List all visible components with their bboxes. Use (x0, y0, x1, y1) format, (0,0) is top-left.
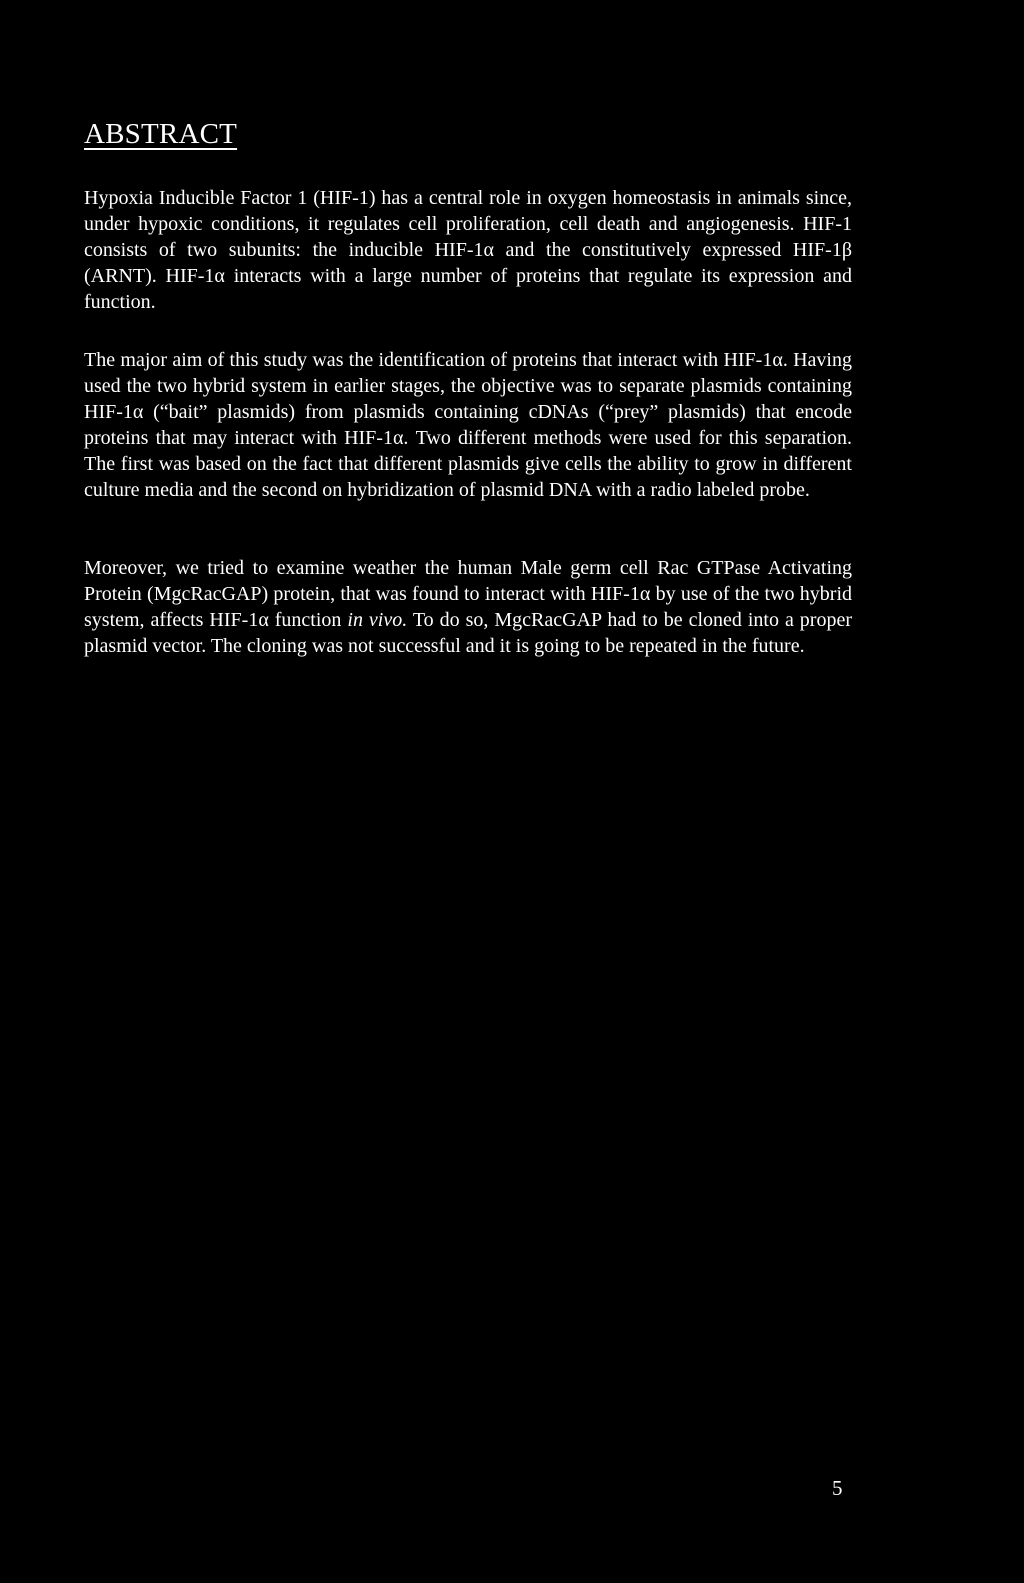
abstract-paragraph-2: The major aim of this study was the identification of proteins that interact with HIF-1α. Having used the two hybrid system in earlier stages, the objective was to separate plasmids containing HIF-1α (“bait” plasmids) from plasmids containing cDNAs (“prey” plasmids) that encode proteins that may interact with HIF-1α. Two different methods were used for this separation. The first was based on the fact that different plasmids give cells the ability to grow in different culture media and the second on hybridization of plasmid DNA with a radio labeled probe. (84, 349, 852, 501)
in-vivo-italic-text: in vivo. (347, 609, 408, 631)
abstract-paragraph-1: Hypoxia Inducible Factor 1 (HIF-1) has a central role in oxygen homeostasis in animals since, under hypoxic conditions, it regulates cell proliferation, cell death and angiogenesis. HIF-1 consists of two subunits: the inducible HIF-1α and the constitutively expressed HIF-1β (ARNT). HIF-1α interacts with a large number of proteins that regulate its expression and function. (84, 187, 852, 313)
paragraph-3-text-start: Moreover, we tried to examine weather the human Male germ cell Rac GTPase Activating Protein (MgcRacGAP) protein, that was found to interact with HIF-1α by use of the two hybrid system, affects HIF-1α function (84, 557, 852, 631)
paragraph-3-text-end: To do so, MgcRacGAP had to be cloned into a proper plasmid vector. The cloning was not successful and it is going to be repeated in the future. (84, 609, 852, 657)
abstract-paragraph-3 (84, 555, 852, 659)
abstract-heading: ABSTRACT (84, 118, 238, 150)
page-number: 5 (832, 1476, 843, 1500)
